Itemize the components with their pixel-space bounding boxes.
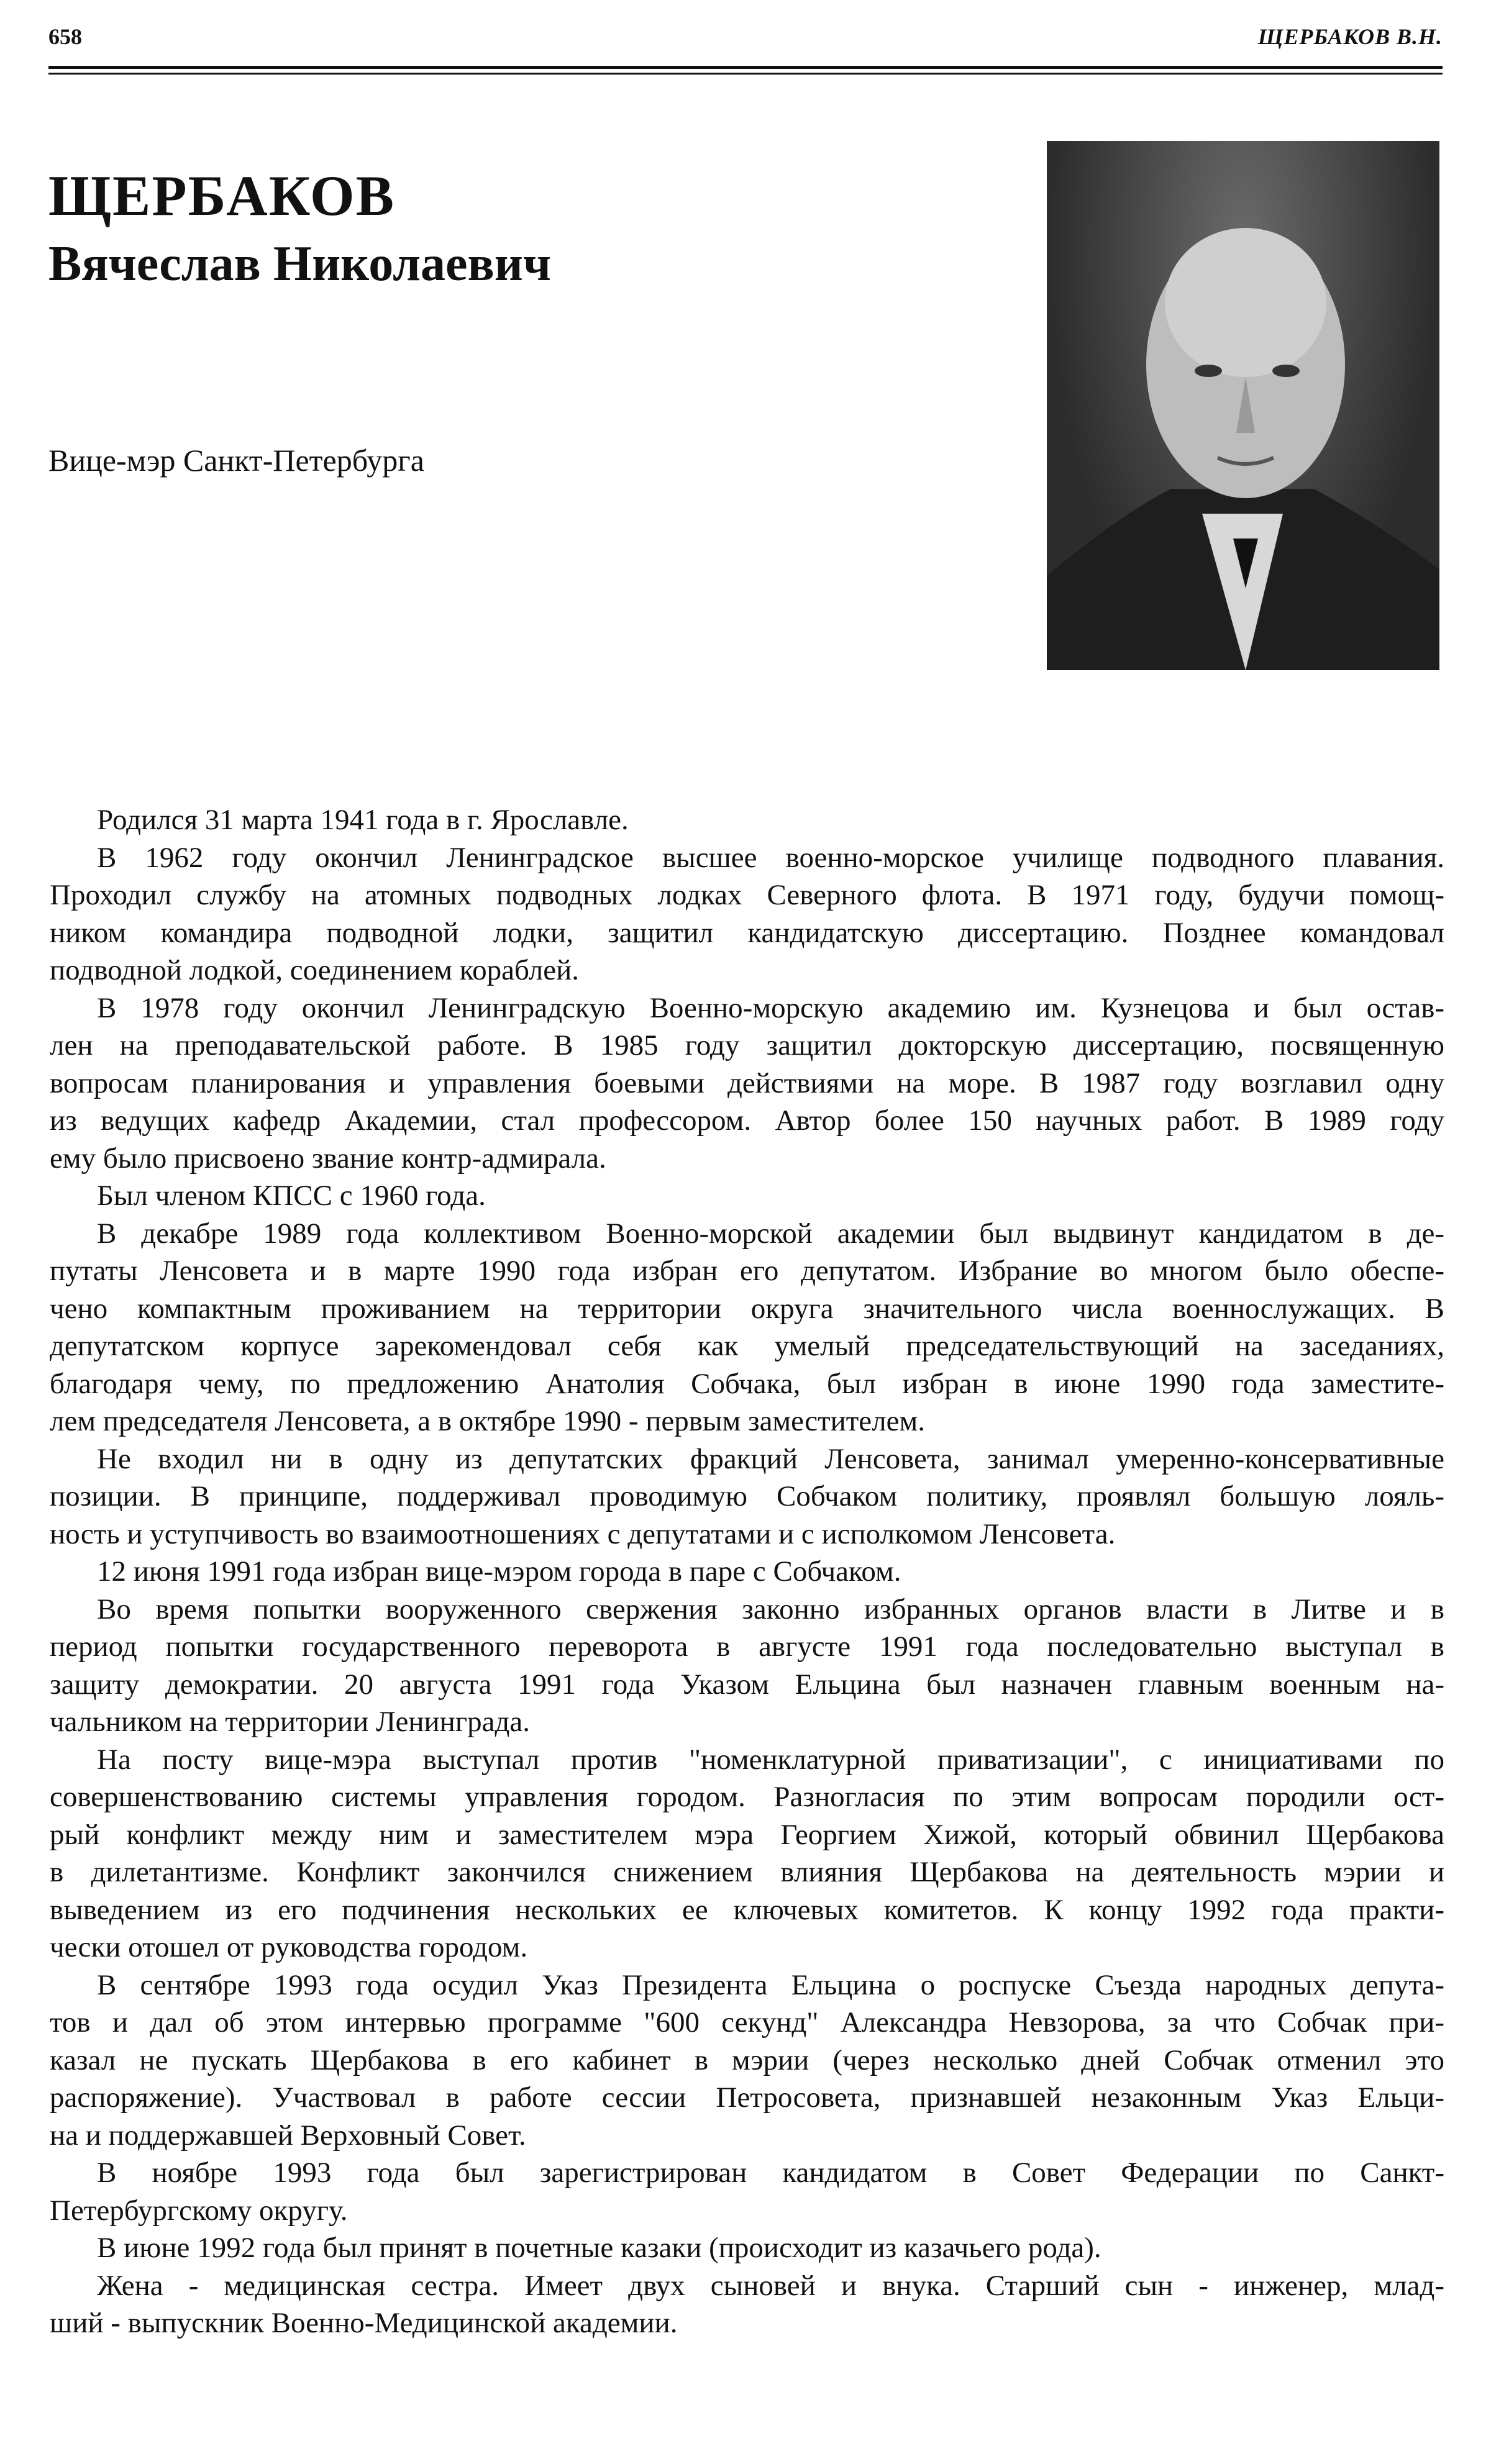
text-line: В ноябре 1993 года был зарегистрирован кандидатом в Совет Федерации по Санкт-: [97, 2157, 1444, 2189]
text-line: ность и уступчивость во взаимоотношениях с депутатами и с исполкомом Ленсовета.: [50, 1517, 1116, 1550]
paragraph: [50, 839, 1444, 989]
paragraph: [50, 1966, 1444, 2155]
given-names-heading: Вячеслав Николаевич: [48, 237, 551, 291]
text-line: ником командира подводной лодки, защитил кандидатскую диссертацию. Позднее командовал: [50, 916, 1444, 949]
text-line: распоряжение). Участвовал в работе сессии Петросовета, признавшей незаконным Указ Ельци-: [50, 2081, 1444, 2114]
text-line: чено компактным проживанием на территории округа значительного числа военнослужащих. В: [50, 1292, 1444, 1325]
paragraph: [50, 1741, 1444, 1966]
position-subtitle: Вице-мэр Санкт-Петербурга: [48, 443, 424, 478]
text-line: В 1962 году окончил Ленинградское высшее военно-морское училище подводного плавания.: [97, 841, 1444, 874]
running-head: ЩЕРБАКОВ В.Н.: [1257, 24, 1443, 49]
header-rule-thick: [48, 66, 1443, 69]
text-line: лем председателя Ленсовета, а в октябре 1990 - первым заместителем.: [50, 1405, 925, 1437]
text-line: депутатском корпусе зарекомендовал себя как умелый председательствующий на заседаниях,: [50, 1330, 1444, 1362]
text-line: В сентябре 1993 года осудил Указ Президента Ельцина о роспуске Съезда народных депута-: [97, 1968, 1444, 2001]
text-line: ший - выпускник Военно-Медицинской академии.: [50, 2307, 678, 2339]
text-line: чески отошел от руководства городом.: [50, 1931, 528, 1963]
text-line: в дилетантизме. Конфликт закончился снижением влияния Щербакова на деятельность мэрии и: [50, 1856, 1444, 1888]
text-line: чальником на территории Ленинграда.: [50, 1706, 530, 1738]
text-line: рый конфликт между ним и заместителем мэра Георгием Хижой, который обвинил Щербакова: [50, 1818, 1444, 1851]
text-line: период попытки государственного переворота в августе 1991 года последовательно выступал в: [50, 1630, 1444, 1663]
text-line: Жена - медицинская сестра. Имеет двух сыновей и внука. Старший сын - инженер, млад-: [97, 2269, 1444, 2302]
portrait-photo: [1047, 141, 1439, 670]
text-line: выведением из его подчинения нескольких ее ключевых комитетов. К концу 1992 года практи-: [50, 1893, 1444, 1926]
paragraph: [50, 989, 1444, 1178]
biography-text: [50, 801, 1444, 2342]
text-line: В июне 1992 года был принят в почетные казаки (происходит из казачьего рода).: [97, 2232, 1101, 2264]
header-rule-thin: [48, 73, 1443, 75]
text-line: совершенствованию системы управления городом. Разногласия по этим вопросам породили ост-: [50, 1781, 1444, 1813]
paragraph: [50, 2229, 1444, 2267]
text-line: защиту демократии. 20 августа 1991 года Указом Ельцина был назначен главным военным на-: [50, 1668, 1444, 1701]
text-line: 12 июня 1991 года избран вице-мэром города в паре с Собчаком.: [97, 1555, 901, 1588]
paragraph: [50, 1215, 1444, 1440]
text-line: благодаря чему, по предложению Анатолия Собчака, был избран в июне 1990 года заместите-: [50, 1367, 1444, 1400]
text-line: вопросам планирования и управления боевыми действиями на море. В 1987 году возглавил одну: [50, 1066, 1444, 1099]
surname-heading: ЩЕРБАКОВ: [48, 164, 395, 227]
text-line: В декабре 1989 года коллективом Военно-морской академии был выдвинут кандидатом в де-: [97, 1217, 1444, 1250]
text-line: Родился 31 марта 1941 года в г. Ярославле.: [97, 804, 629, 836]
text-line: из ведущих кафедр Академии, стал профессором. Автор более 150 научных работ. В 1989 году: [50, 1104, 1444, 1137]
text-line: подводной лодкой, соединением кораблей.: [50, 954, 579, 986]
text-line: Петербургскому округу.: [50, 2194, 348, 2227]
paragraph: [50, 1553, 1444, 1591]
text-line: позиции. В принципе, поддерживал проводимую Собчаком политику, проявлял большую лояль-: [50, 1480, 1444, 1512]
text-line: лен на преподавательской работе. В 1985 году защитил докторскую диссертацию, посвященную: [50, 1029, 1444, 1062]
text-line: На посту вице-мэра выступал против "номенклатурной приватизации", с инициативами по: [97, 1743, 1444, 1776]
paragraph: [50, 2154, 1444, 2229]
text-line: путаты Ленсовета и в марте 1990 года избран его депутатом. Избрание во многом было обеспе-: [50, 1255, 1444, 1287]
text-line: Во время попытки вооруженного свержения законно избранных органов власти в Литве и в: [97, 1593, 1444, 1625]
text-line: Не входил ни в одну из депутатских фракций Ленсовета, занимал умеренно-консервативные: [97, 1442, 1444, 1475]
text-line: ему было присвоено звание контр-адмирала.: [50, 1142, 606, 1175]
paragraph: [50, 801, 1444, 839]
paragraph: [50, 2267, 1444, 2342]
text-line: на и поддержавшей Верховный Совет.: [50, 2119, 526, 2152]
text-line: Был членом КПСС с 1960 года.: [97, 1180, 486, 1212]
paragraph: [50, 1177, 1444, 1215]
text-line: тов и дал об этом интервью программе "600 секунд" Александра Невзорова, за что Собчак при-: [50, 2006, 1444, 2039]
page-number: 658: [48, 24, 82, 49]
text-line: казал не пускать Щербакова в его кабинет в мэрии (через несколько дней Собчак отменил это: [50, 2043, 1444, 2076]
text-line: Проходил службу на атомных подводных лодках Северного флота. В 1971 году, будучи помощ-: [50, 879, 1444, 911]
paragraph: [50, 1591, 1444, 1741]
text-line: В 1978 году окончил Ленинградскую Военно-морскую академию им. Кузнецова и был остав-: [97, 991, 1444, 1024]
paragraph: [50, 1440, 1444, 1553]
